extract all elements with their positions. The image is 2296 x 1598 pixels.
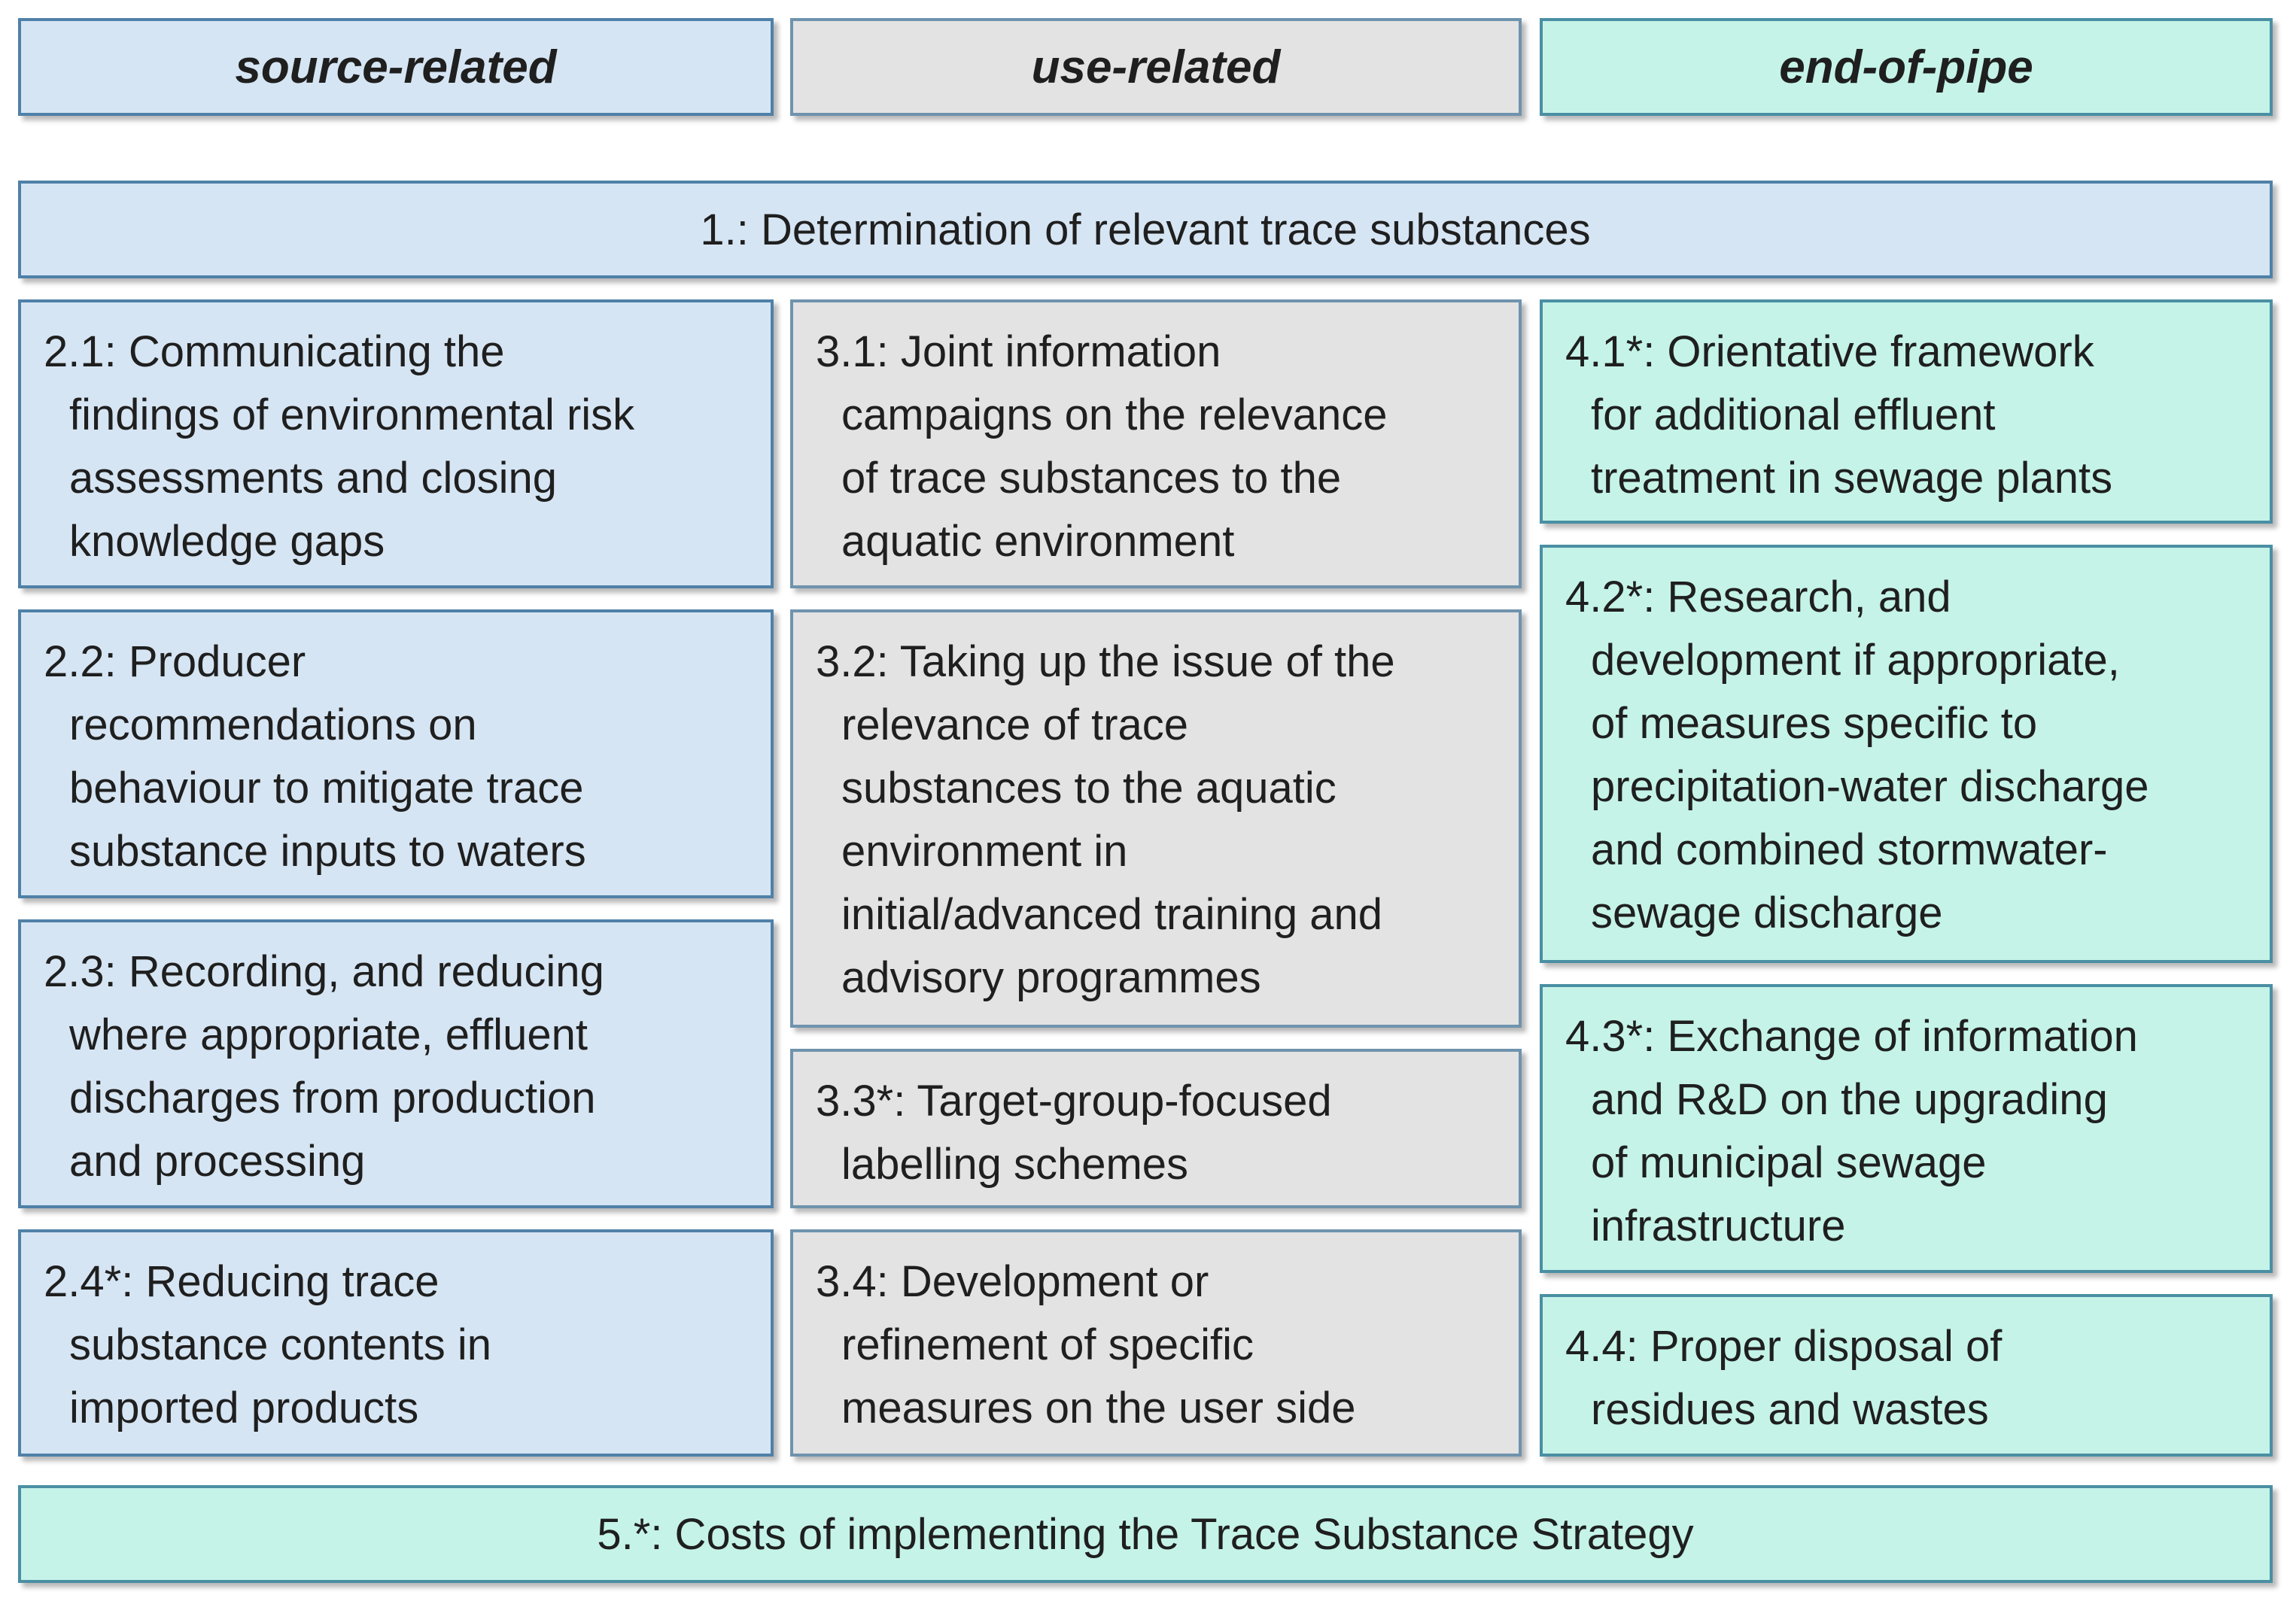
measure-4-2-text: 4.2*: Research, and development if appropriate, of measures specific to precipitation-water discharge and combined stormwater- sewage discharge <box>1565 573 2149 937</box>
measure-2-3-text: 2.3: Recording, and reducing where appropriate, effluent discharges from production and processing <box>44 947 604 1186</box>
banner-determination-label: 1.: Determination of relevant trace substances <box>700 205 1591 254</box>
measure-2-1-text: 2.1: Communicating the findings of environmental risk assessments and closing knowledge gaps <box>44 327 635 566</box>
measure-2-1 <box>18 299 774 588</box>
measure-3-3 <box>790 1049 1522 1208</box>
measure-4-1 <box>1540 299 2273 524</box>
measure-3-1 <box>790 299 1522 588</box>
measure-4-2 <box>1540 545 2273 963</box>
measure-2-4-text: 2.4*: Reducing trace substance contents in imported products <box>44 1257 492 1432</box>
measure-4-3-text: 4.3*: Exchange of information and R&D on the upgrading of municipal sewage infrastructure <box>1565 1012 2138 1250</box>
header-source-related <box>18 18 774 116</box>
measure-4-1-text: 4.1*: Orientative framework for additional effluent treatment in sewage plants <box>1565 327 2113 503</box>
banner-determination <box>18 181 2273 278</box>
measure-3-2-text: 3.2: Taking up the issue of the relevance of trace substances to the aquatic environment in initial/advanced training and advisory programmes <box>816 637 1395 1002</box>
measure-3-3-text: 3.3*: Target-group-focused labelling schemes <box>816 1077 1332 1189</box>
measure-2-3 <box>18 919 774 1208</box>
header-end-of-pipe-label: end-of-pipe <box>1779 41 2033 93</box>
measure-4-4-text: 4.4: Proper disposal of residues and wastes <box>1565 1322 2003 1434</box>
banner-costs <box>18 1485 2273 1583</box>
measure-3-4-text: 3.4: Development or refinement of specific measures on the user side <box>816 1257 1356 1432</box>
banner-costs-label: 5.*: Costs of implementing the Trace Substance Strategy <box>597 1509 1694 1559</box>
header-use-related <box>790 18 1522 116</box>
header-source-related-label: source-related <box>235 41 557 93</box>
measure-4-4 <box>1540 1294 2273 1457</box>
measure-3-2 <box>790 609 1522 1028</box>
measure-2-4 <box>18 1229 774 1457</box>
header-end-of-pipe <box>1540 18 2273 116</box>
measure-2-2-text: 2.2: Producer recommendations on behaviour to mitigate trace substance inputs to waters <box>44 637 586 876</box>
measure-2-2 <box>18 609 774 898</box>
measure-3-4 <box>790 1229 1522 1457</box>
header-use-related-label: use-related <box>1031 41 1281 93</box>
measure-4-3 <box>1540 984 2273 1273</box>
measure-3-1-text: 3.1: Joint information campaigns on the relevance of trace substances to the aquatic environment <box>816 327 1388 566</box>
